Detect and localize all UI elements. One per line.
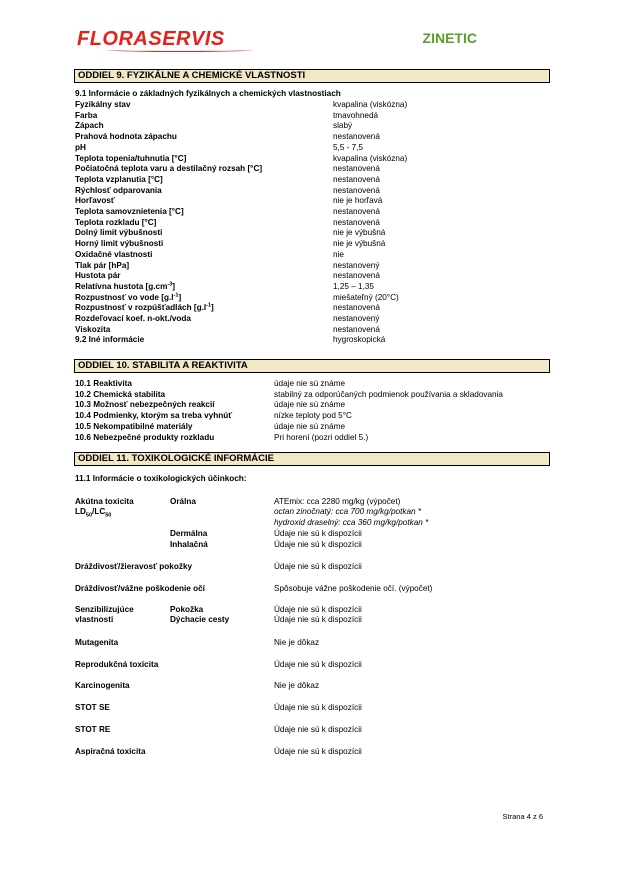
s9-row-label: Dolný limit výbušnosti: [75, 228, 163, 238]
oral-value-zinc: octan zinočnatý: cca 700 mg/kg/potkan *: [274, 507, 422, 516]
s9-row-value: nestanovená: [333, 185, 380, 195]
s9-row-label: Farba: [75, 110, 98, 120]
s10-row-value: údaje nie sú známe: [274, 421, 346, 431]
sens-skin-value: Údaje nie sú k dispozícii: [274, 605, 362, 614]
s9-row-label: Rýchlosť odparovania: [75, 185, 162, 195]
s9-row-label: Teplota vzplanutia [°C]: [75, 174, 163, 184]
s11-effect-label: STOT SE: [75, 703, 110, 713]
s11-effect-label: Karcinogenita: [75, 681, 130, 691]
sens-resp-label: Dýchacie cesty: [170, 615, 230, 624]
skin-irritation-label: Dráždivosť/žieravosť pokožky: [75, 562, 193, 571]
logo-text: FLORASERVIS: [77, 28, 225, 50]
acute-toxicity-label: Akútna toxicita: [75, 497, 134, 506]
s10-row-label: 10.2 Chemická stabilita: [75, 389, 166, 399]
eye-damage-label: Dráždivosť/vážne poškodenie očí: [75, 584, 205, 593]
s11-effect-label: Reprodukčná toxicita: [75, 659, 159, 669]
s10-row-label: 10.1 Reaktivita: [75, 379, 132, 388]
s9-row-value: 5,5 - 7,5: [333, 142, 364, 152]
page-number: Strana 4 z 6: [502, 812, 543, 821]
s11-effect-value: Údaje nie sú k dispozícii: [274, 724, 362, 734]
sensitization-label-2: vlastnosti: [75, 615, 114, 624]
section-9-header: ODDIEL 9. FYZIKÁLNE A CHEMICKÉ VLASTNOSTI: [74, 69, 550, 83]
section-9-subtitle: 9.1 Informácie o základných fyzikálnych a chemických vlastnostiach: [75, 89, 341, 98]
s9-row-value: nie: [333, 249, 344, 259]
s9-row-label: Teplota rozkladu [°C]: [75, 217, 157, 227]
s9-row-label: Rozdeľovací koef. n-okt./voda: [75, 314, 191, 323]
s9-row-value: nestanovená: [333, 207, 380, 216]
s9-row-value: nestanovený: [333, 314, 380, 323]
section-10-header: ODDIEL 10. STABILITA A REAKTIVITA: [74, 359, 550, 373]
s10-row-value: údaje nie sú známe: [274, 379, 346, 388]
s9-row-value: nestanovená: [333, 132, 380, 142]
s10-row-value: nízke teploty pod 5°C: [274, 411, 352, 421]
s9-row-value: tmavohnedá: [333, 110, 379, 120]
s9-row-value: nestanovená: [333, 174, 380, 184]
ld-lc-label: $LD_{50}/LC_{50}$: [75, 507, 112, 519]
s9-row-label: Relatívna hustota $[g.cm^{-3}]$: [75, 281, 175, 291]
s9-row-value: nestanovená: [333, 303, 380, 313]
s11-effect-value: Údaje nie sú k dispozícii: [274, 746, 362, 756]
sensitization-label-1: Senzibilizujúce: [75, 605, 134, 614]
section-11-header: ODDIEL 11. TOXIKOLOGICKÉ INFORMÁCIE: [74, 452, 550, 466]
oral-value-koh: hydroxid draselný: cca 360 mg/kg/potkan *: [274, 518, 429, 527]
inhalation-value: Údaje nie sú k dispozícii: [274, 540, 362, 549]
s10-row-label: 10.5 Nekompatibilné materiály: [75, 421, 193, 431]
s11-effect-value: Údaje nie sú k dispozícii: [274, 703, 362, 713]
s10-row-label: 10.6 Nebezpečné produkty rozkladu: [75, 432, 215, 442]
dermal-label: Dermálna: [170, 529, 208, 538]
logo-swoosh: [107, 48, 252, 52]
s9-row-label: Rozpustnosť vo vode $[g.l^{-1}]$: [75, 291, 182, 302]
s9-row-value: 1,25 – 1,35: [333, 281, 374, 291]
s10-row-value: Pri horení (pozri oddiel 5.): [274, 432, 369, 442]
inhalation-label: Inhalačná: [170, 540, 208, 549]
section-11-subtitle: 11.1 Informácie o toxikologických účinkoch:: [75, 474, 247, 483]
s9-row-value: nestanovený: [333, 260, 380, 270]
s9-row-label: Hustota pár: [75, 271, 121, 281]
s11-effect-value: Nie je dôkaz: [274, 638, 320, 647]
s9-row-label: Teplota topenia/tuhnutia [°C]: [75, 153, 187, 163]
s9-row-label: Rozpustnosť v rozpúšťadlách $[g.l^{-1}]$: [75, 302, 214, 313]
sens-resp-value: Údaje nie sú k dispozícii: [274, 615, 362, 624]
s11-effect-label: STOT RE: [75, 724, 111, 734]
s9-row-label: pH: [75, 142, 86, 152]
dermal-value: Údaje nie sú k dispozícii: [274, 529, 362, 538]
s9-row-value: nestanovená: [333, 217, 380, 227]
sens-skin-label: Pokožka: [170, 605, 204, 614]
s9-row-value: nie je výbušná: [333, 228, 386, 238]
s11-effect-label: Aspiračná toxicita: [75, 746, 146, 756]
s9-row-label: Viskozita: [75, 324, 111, 334]
s10-row-value: údaje nie sú známe: [274, 400, 346, 410]
s11-effect-value: Nie je dôkaz: [274, 681, 320, 691]
s9-row-value: nestanovená: [333, 271, 380, 281]
s9-row-value: nestanovená: [333, 324, 380, 334]
oral-value-atemix: ATEmix: cca 2280 mg/kg (výpočet): [274, 497, 401, 506]
s9-row-value: nie je výbušná: [333, 239, 386, 249]
s9-row-value: nestanovená: [333, 164, 380, 174]
s9-row-label: 9.2 Iné informácie: [75, 335, 145, 345]
s9-row-value: hygroskopická: [333, 335, 386, 345]
s9-row-label: Oxidačné vlastnosti: [75, 249, 153, 259]
s9-row-value: miešateľný (20°C): [333, 292, 399, 302]
eye-damage-value: Spôsobuje vážne poškodenie očí. (výpočet): [274, 584, 433, 593]
product-name: ZINETIC: [422, 30, 477, 46]
floraservis-logo: [77, 28, 253, 52]
s9-row-label: Horľavosť: [75, 196, 115, 206]
s9-row-label: Počiatočná teplota varu a destilačný rozsah [°C]: [75, 164, 263, 174]
s9-row-label: Zápach: [75, 121, 104, 131]
s10-row-label: 10.4 Podmienky, ktorým sa treba vyhnúť: [75, 411, 233, 421]
s9-row-label: Prahová hodnota zápachu: [75, 132, 177, 142]
s10-row-value: stabilný za odporúčaných podmienok používania a skladovania: [274, 389, 503, 399]
skin-irritation-value: Údaje nie sú k dispozícii: [274, 562, 362, 571]
s11-effect-label: Mutagenita: [75, 638, 119, 647]
s10-row-label: 10.3 Možnosť nebezpečných reakcií: [75, 400, 215, 410]
s9-row-value: slabý: [333, 121, 353, 131]
s9-row-label: Fyzikálny stav: [75, 100, 131, 109]
s9-row-label: Teplota samovznietenia [°C]: [75, 207, 184, 216]
s9-row-value: kvapalina (viskózna): [333, 153, 408, 163]
s11-effect-value: Údaje nie sú k dispozícii: [274, 659, 362, 669]
s9-row-value: nie je horľavá: [333, 196, 383, 206]
s9-row-label: Horný limit výbušnosti: [75, 239, 164, 249]
s9-row-value: kvapalina (viskózna): [333, 100, 408, 109]
oral-label: Orálna: [170, 497, 196, 506]
s9-row-label: Tlak pár [hPa]: [75, 260, 130, 270]
